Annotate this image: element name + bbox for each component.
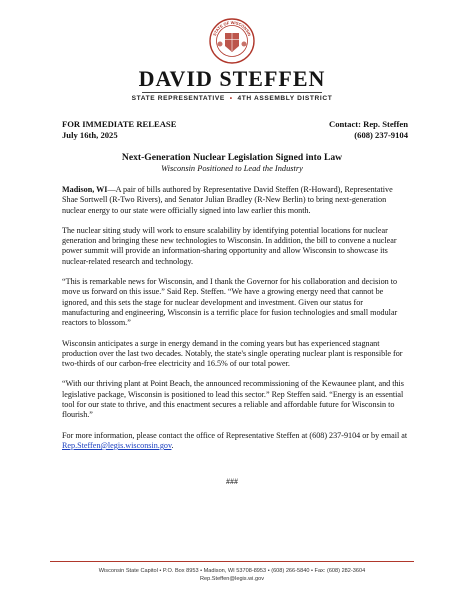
district-label: 4TH ASSEMBLY DISTRICT	[237, 95, 333, 102]
release-label: FOR IMMEDIATE RELEASE	[62, 119, 177, 129]
paragraph-3: “This is remarkable news for Wisconsin, and I thank the Governor for his collaboration and decision to move us forward on this issue.” Said Rep. Steffen. “We have a growing energy need that cannot be ignored, and this sets the stage for nuclear development and investment. Given our status for manufacturing and engineering, Wisconsin is a terrific place for fusion technologies and small modular reactors to blossom.”	[62, 277, 398, 328]
title-label: STATE REPRESENTATIVE	[131, 95, 225, 102]
paragraph-2: The nuclear siting study will work to ensure scalability by identifying potential locations for nuclear generation and bringing these new technologies to Wisconsin. In addition, the bill to convene a nuclear power summit will provide an information-sharing opportunity and allow Wisconsin to showcase its nuclear-related research and technology.	[62, 225, 397, 266]
end-mark: ###	[226, 477, 238, 486]
svg-text:STATE OF WISCONSIN: STATE OF WISCONSIN	[211, 19, 253, 37]
footer-divider	[50, 561, 414, 562]
headline: Next-Generation Nuclear Legislation Signed into Law	[121, 152, 343, 163]
paragraph-1-text: —A pair of bills authored by Representative David Steffen (R-Howard), Representative Shae Sortwell (R-Two Rivers), and Senator Julian Bradley (R-New Berlin) to bring next-generation nuclear energy to our state were officially signed into law earlier this month.	[62, 185, 393, 215]
footer-email: Rep.Steffen@legis.wi.gov	[199, 576, 265, 582]
header-divider	[142, 92, 322, 93]
paragraph-6-end: .	[171, 440, 174, 450]
email-link[interactable]: Rep.Steffen@legis.wisconsin.gov	[62, 440, 172, 450]
paragraph-4: Wisconsin anticipates a surge in energy demand in the coming years but has experienced stagnant production over the last two decades. Notably, the state's single operating nuclear plant is responsible for two-thirds of our carbon-free electricity and 16.5% of our total power.	[62, 338, 403, 369]
article-body	[62, 185, 408, 461]
paragraph-6-text: For more information, please contact the office of Representative Steffen at (608) 237-9104 or by email at	[62, 430, 408, 440]
contact-label: Contact: Rep. Steffen	[329, 119, 408, 129]
separator-dot: •	[227, 95, 236, 102]
representative-subtitle	[0, 95, 464, 102]
dateline: Madison, WI	[62, 185, 108, 194]
contact-phone: (608) 237-9104	[354, 130, 408, 140]
subheadline: Wisconsin Positioned to Lead the Industry	[161, 164, 303, 173]
release-date: July 16th, 2025	[62, 130, 118, 140]
paragraph-1	[62, 185, 408, 216]
footer	[0, 567, 464, 583]
release-meta	[62, 119, 408, 141]
paragraph-6	[62, 431, 408, 452]
paragraph-5: “With our thriving plant at Point Beach, the announced recommissioning of the Kewaunee plant, and this legislative package, Wisconsin is positioned to lead this sector.” Rep Steffen said. “Energy is an essential tool for our state to thrive, and this enactment secures a reliable and affordable future for Wisconsin to flourish.”	[62, 379, 404, 420]
footer-address: Wisconsin State Capitol • P.O. Box 8953 • Madison, WI 53708-8953 • (608) 266-5840 • Fax: (608) 282-3604	[98, 568, 366, 574]
state-seal-logo	[209, 18, 255, 64]
representative-name: DAVID STEFFEN	[138, 66, 326, 91]
